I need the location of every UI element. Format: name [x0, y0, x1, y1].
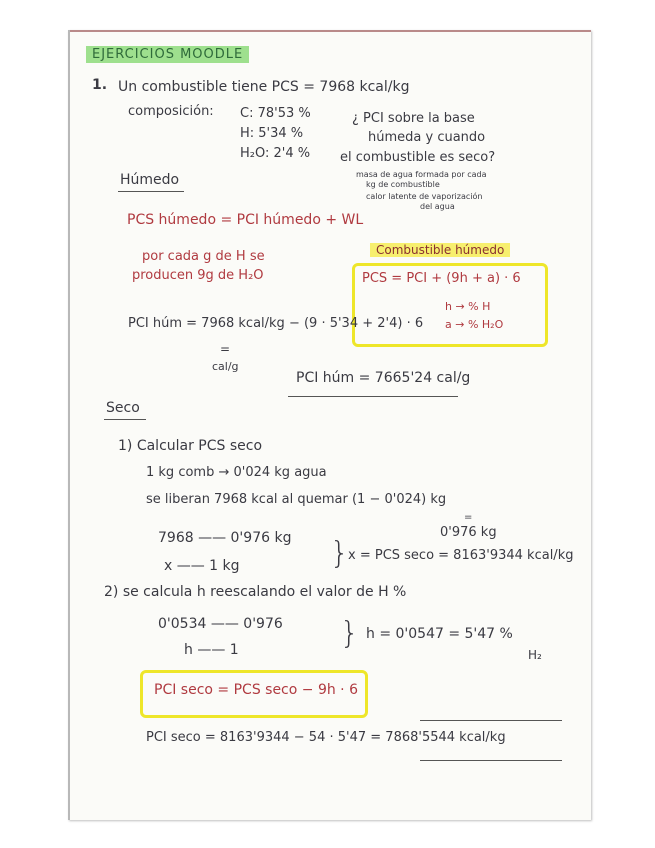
problem-statement: Un combustible tiene PCS = 7968 kcal/kg [118, 79, 410, 95]
seco-step-1b: se liberan 7968 kcal al quemar (1 − 0'024) kg [146, 492, 447, 507]
problem-number: 1. [92, 77, 108, 93]
rule-three-a: 7968 —— 0'976 kg [158, 530, 292, 546]
seco-step-2: 2) se calcula h reescalando el valor de H % [104, 584, 407, 600]
equals-mark: = [464, 512, 473, 523]
humid-box-formula: PCS = PCI + (9h + a) · 6 [362, 271, 521, 286]
composition-hydrogen: H: 5'34 % [240, 126, 304, 141]
page-top-rule [70, 30, 591, 32]
seco-heading: Seco [106, 400, 140, 416]
page-title: EJERCICIOS MOODLE [86, 46, 249, 63]
h2-label: H₂ [528, 648, 542, 662]
note-line-1: por cada g de H se [142, 249, 265, 264]
humid-box-def-a: a → % H₂O [445, 318, 504, 331]
rule-three-result: x = PCS seco = 8163'9344 kcal/kg [348, 548, 574, 563]
humedo-underline [118, 191, 184, 192]
humid-fuel-badge: Combustible húmedo [370, 243, 510, 257]
rule-two-b: h —— 1 [184, 642, 239, 658]
rule-three-b: x —— 1 kg [164, 558, 240, 574]
composition-carbon: C: 78'53 % [240, 106, 311, 121]
dry-final-result: PCI seco = 8163'9344 − 54 · 5'47 = 7868'5544 kcal/kg [146, 730, 506, 745]
seco-step-1c: 0'976 kg [440, 525, 497, 540]
rule-two-a: 0'0534 —— 0'976 [158, 616, 283, 632]
seco-underline [104, 419, 146, 420]
dry-box-formula: PCI seco = PCS seco − 9h · 6 [154, 682, 358, 698]
humid-calculation: PCI húm = 7968 kcal/kg − (9 · 5'34 + 2'4) · 6 [128, 316, 424, 331]
composition-water: H₂O: 2'4 % [240, 146, 311, 161]
rule-two-brace: } [340, 616, 360, 651]
composition-label: composición: [128, 104, 214, 119]
humedo-heading: Húmedo [120, 172, 180, 188]
final-bottom-underline [420, 760, 562, 761]
final-top-underline [420, 720, 562, 721]
note-water-mass-2: kg de combustible [366, 180, 440, 189]
question-line-1: ¿ PCI sobre la base [352, 111, 475, 126]
rule-brace: } [330, 536, 350, 571]
note-water-mass-1: masa de agua formada por cada [356, 170, 487, 179]
humid-equation: PCS húmedo = PCI húmedo + WL [127, 212, 364, 228]
humid-box-def-h: h → % H [445, 300, 491, 313]
seco-step-1: 1) Calcular PCS seco [118, 438, 263, 454]
note-line-2: producen 9g de H₂O [132, 268, 264, 283]
seco-step-1a: 1 kg comb → 0'024 kg agua [146, 465, 327, 480]
question-line-3: el combustible es seco? [340, 150, 496, 165]
note-latent-heat-2: del agua [420, 202, 455, 211]
equals-sign: = [220, 342, 231, 356]
humid-result: PCI húm = 7665'24 cal/g [296, 370, 471, 386]
rule-two-result: h = 0'0547 = 5'47 % [366, 626, 513, 642]
units-cal-g: cal/g [212, 360, 239, 373]
note-latent-heat-1: calor latente de vaporización [366, 192, 483, 201]
humid-result-underline [288, 396, 458, 397]
question-line-2: húmeda y cuando [368, 130, 486, 145]
